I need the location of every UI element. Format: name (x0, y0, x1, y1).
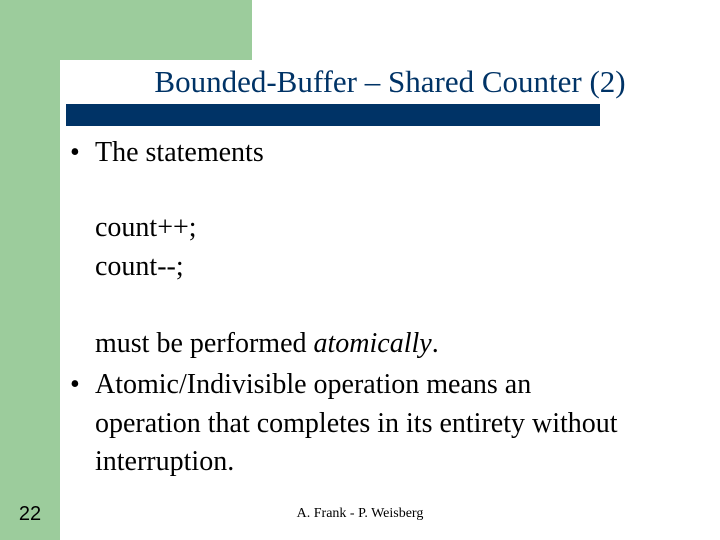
footer-text: A. Frank - P. Weisberg (296, 506, 424, 521)
code-line-2: count--; (95, 251, 184, 282)
bullet-marker-1: • (70, 137, 80, 168)
bullet-text-1: The statements (95, 137, 264, 168)
atomic-suffix: . (431, 328, 439, 359)
code-line-1: count++; (95, 212, 197, 243)
atomic-emphasis: atomically (313, 328, 432, 359)
atomic-prefix: must be performed (95, 328, 314, 359)
atomic-sentence (95, 326, 439, 362)
bullet-marker-2: • (70, 369, 80, 400)
bullet-text-2-line-3: interruption. (95, 446, 235, 477)
top-accent-bar (60, 0, 252, 60)
title-rule (66, 104, 600, 126)
sidebar-accent (0, 0, 60, 540)
bullet-text-2-line-2: operation that completes in its entirety without (95, 408, 618, 439)
slide-number: 22 (18, 503, 42, 525)
bullet-text-2-line-1: Atomic/Indivisible operation means an (95, 369, 532, 400)
slide-title: Bounded-Buffer – Shared Counter (2) (154, 64, 626, 99)
